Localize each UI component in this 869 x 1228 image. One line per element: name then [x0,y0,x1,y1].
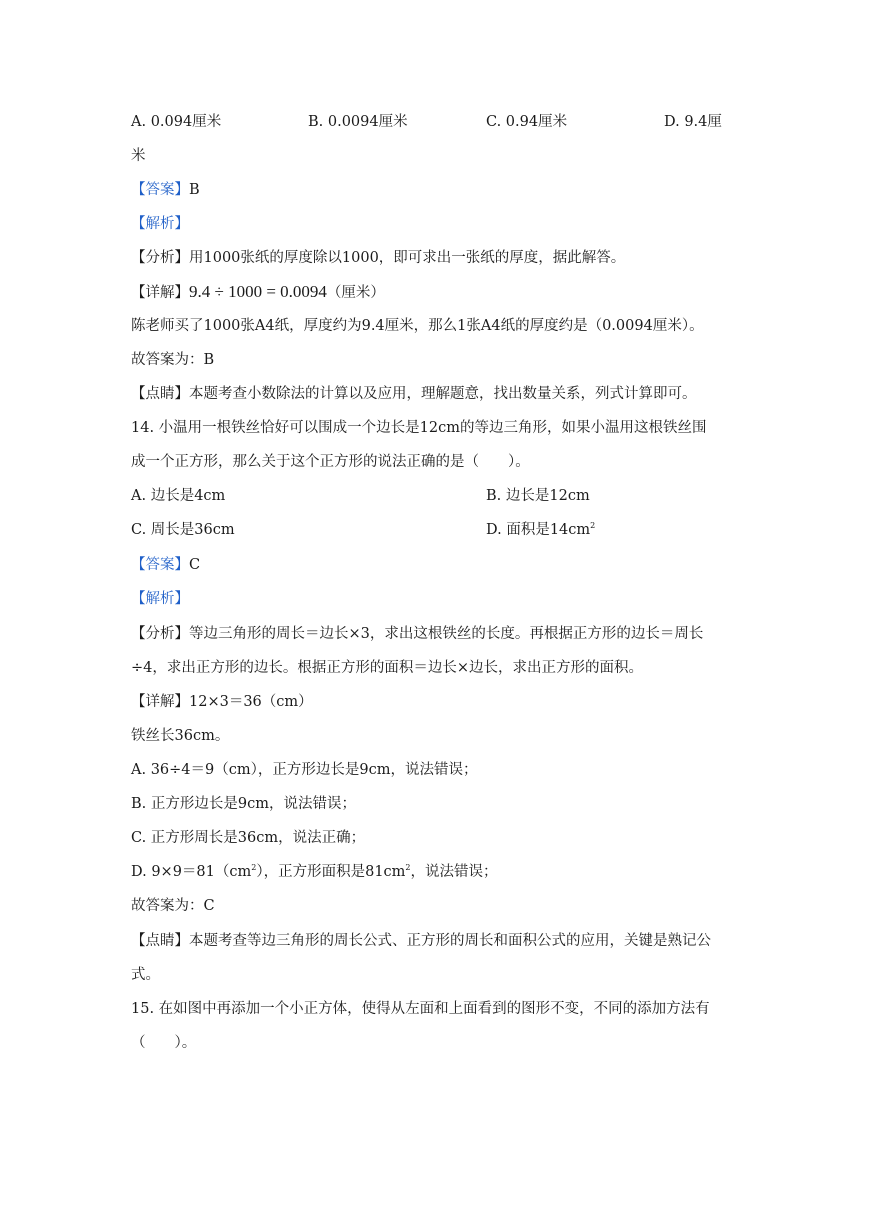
q13-fenxi: 【分析】用1000张纸的厚度除以1000，即可求出一张纸的厚度，据此解答。 [131,250,626,266]
q14-stem-line-1: 14. 小温用一根铁丝恰好可以围成一个边长是12cm的等边三角形，如果小温用这根铁丝围 [131,420,707,436]
q13-dianjing: 【点睛】本题考查小数除法的计算以及应用，理解题意，找出数量关系，列式计算即可。 [131,386,697,402]
q14-analysis-tag: 【解析】 [131,591,189,607]
q15-stem-line-1: 15. 在如图中再添加一个小正方体，使得从左面和上面看到的图形不变，不同的添加方法有 [131,1001,710,1017]
q13-xiangjie: 【详解】9.4 ÷ 1000 = 0.0094（厘米） [131,282,385,301]
q13-option-c: C. 0.94厘米 [486,114,568,130]
q14-conclusion: 故答案为：C [131,898,215,914]
xiangjie-tag: 【详解】 [131,285,189,301]
answer-tag: 【答案】 [131,182,189,198]
q14-option-d: D. 面积是$14cm^2$ [486,521,596,538]
answer-tag: 【答案】 [131,557,189,573]
q13-conclusion: 故答案为：B [131,352,215,368]
q14-dianjing-line-1: 【点睛】本题考查等边三角形的周长公式、正方形的周长和面积公式的应用，关键是熟记公 [131,933,711,949]
q13-answer [131,180,200,200]
dianjing-tag: 【点睛】 [131,386,189,402]
q14-fenxi-line-2: ÷4，求出正方形的边长。根据正方形的面积＝边长×边长，求出正方形的面积。 [131,660,644,676]
q15-stem-line-2: （ ）。 [131,1035,197,1051]
q13-analysis-tag: 【解析】 [131,216,189,232]
fenxi-tag: 【分析】 [131,626,189,642]
q14-step-c: C. 正方形周长是36cm，说法正确； [131,830,366,846]
dianjing-tag: 【点睛】 [131,933,189,949]
q13-option-a: A. 0.094厘米 [131,114,222,130]
answer-value: C [189,557,201,573]
q14-fenxi-line-1: 【分析】等边三角形的周长＝边长×3，求出这根铁丝的长度。再根据正方形的边长＝周长 [131,626,704,642]
q14-step-d: D. $9\times 9=81(cm^2)$，正方形面积是$81cm^2$，说法错误； [131,863,498,880]
q14-wire-length: 铁丝长36cm。 [131,728,230,744]
answer-value: B [189,182,200,198]
q13-option-d: D. 9.4厘 [664,114,722,130]
q13-option-d-wrap: 米 [131,148,146,164]
q14-stem-line-2: 成一个正方形，那么关于这个正方形的说法正确的是（ ）。 [131,454,530,470]
xiangjie-tag: 【详解】 [131,694,189,710]
q13-explain: 陈老师买了1000张A4纸，厚度约为9.4厘米，那么1张A4纸的厚度约是（0.0094厘米）。 [131,318,704,334]
q14-option-a: A. 边长是4cm [131,488,226,504]
fenxi-tag: 【分析】 [131,250,189,266]
q14-answer [131,555,200,575]
q14-option-c: C. 周长是36cm [131,522,235,538]
q13-option-b: B. 0.0094厘米 [308,114,408,130]
q14-step-a: A. 36÷4＝9（cm），正方形边长是9cm，说法错误； [131,762,478,778]
q14-dianjing-line-2: 式。 [131,967,160,983]
q14-option-b: B. 边长是12cm [486,488,590,504]
q14-xiangjie: 【详解】12×3＝36（cm） [131,694,313,710]
xiangjie-formula: 9.4 ÷ 1000 = 0.0094 [189,282,327,301]
q14-step-b: B. 正方形边长是9cm，说法错误； [131,796,356,812]
